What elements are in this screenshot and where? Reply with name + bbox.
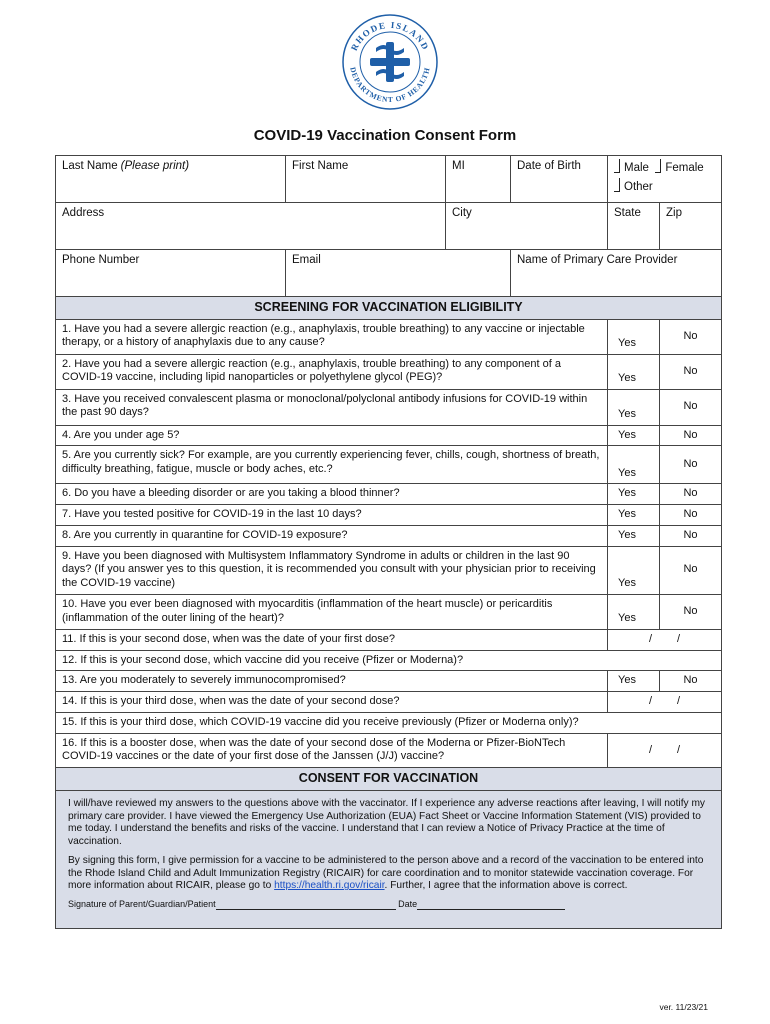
other-checkbox[interactable] bbox=[614, 178, 620, 192]
consent-form-table bbox=[55, 155, 722, 929]
logo-bottom-text: DEPARTMENT OF HEALTH bbox=[348, 66, 432, 105]
question-row bbox=[56, 594, 722, 629]
female-label: Female bbox=[665, 162, 704, 174]
date-input[interactable] bbox=[608, 692, 722, 713]
question-row bbox=[56, 546, 722, 594]
question-text: 10. Have you ever been diagnosed with myocarditis (inflammation of the heart muscle) or pericarditis (inflammation of the outer lining of the heart)? bbox=[56, 594, 608, 629]
question-row bbox=[56, 733, 722, 768]
question-text: 15. If this is your third dose, which COVID-19 vaccine did you receive previously (Pfizer or Moderna only)? bbox=[56, 712, 722, 733]
male-checkbox[interactable] bbox=[614, 159, 620, 173]
date-separator: / bbox=[648, 743, 653, 756]
logo-top-text: RHODE ISLAND bbox=[348, 19, 432, 53]
no-option[interactable]: No bbox=[660, 594, 722, 629]
yes-option[interactable]: Yes bbox=[608, 446, 660, 484]
signature-label: Signature of Parent/Guardian/Patient bbox=[68, 899, 216, 909]
date-input[interactable] bbox=[608, 629, 722, 650]
question-row bbox=[56, 425, 722, 446]
no-option[interactable]: No bbox=[660, 446, 722, 484]
question-row bbox=[56, 525, 722, 546]
yes-option[interactable]: Yes bbox=[608, 389, 660, 425]
question-text: 3. Have you received convalescent plasma or monoclonal/polyclonal antibody infusions for COVID-19 within the past 90 days? bbox=[56, 389, 608, 425]
yes-option[interactable]: Yes bbox=[608, 484, 660, 505]
no-option[interactable]: No bbox=[660, 425, 722, 446]
question-row bbox=[56, 629, 722, 650]
date-line[interactable] bbox=[417, 900, 565, 910]
consent-text bbox=[56, 790, 722, 929]
yes-option[interactable]: Yes bbox=[608, 594, 660, 629]
form-title: COVID-19 Vaccination Consent Form bbox=[253, 127, 517, 144]
question-row bbox=[56, 671, 722, 692]
question-row bbox=[56, 319, 722, 354]
signature-line[interactable] bbox=[216, 900, 396, 910]
yes-option[interactable]: Yes bbox=[608, 671, 660, 692]
date-separator: / bbox=[676, 695, 681, 708]
version-label: ver. 11/23/21 bbox=[659, 1002, 708, 1012]
question-text: 4. Are you under age 5? bbox=[56, 425, 608, 446]
no-option[interactable]: No bbox=[660, 505, 722, 526]
no-option[interactable]: No bbox=[660, 484, 722, 505]
no-option[interactable]: No bbox=[660, 319, 722, 354]
question-row bbox=[56, 354, 722, 389]
consent-header: CONSENT FOR VACCINATION bbox=[56, 768, 722, 791]
date-separator: / bbox=[676, 632, 681, 645]
question-text: 14. If this is your third dose, when was the date of your second dose? bbox=[56, 692, 608, 713]
yes-option[interactable]: Yes bbox=[608, 425, 660, 446]
phone-field[interactable]: Phone Number bbox=[56, 250, 286, 297]
yes-option[interactable]: Yes bbox=[608, 319, 660, 354]
last-name-field[interactable]: Last Name (Please print) bbox=[56, 156, 286, 203]
question-row bbox=[56, 650, 722, 671]
question-text: 8. Are you currently in quarantine for COVID-19 exposure? bbox=[56, 525, 608, 546]
ri-cross-icon bbox=[370, 42, 410, 82]
email-field[interactable]: Email bbox=[286, 250, 511, 297]
question-text: 2. Have you had a severe allergic reaction (e.g., anaphylaxis, trouble breathing) to any component of a COVID-19 vaccine, including lipid nanoparticles or polyethylene glycol (PEG)? bbox=[56, 354, 608, 389]
date-separator: / bbox=[648, 695, 653, 708]
screening-questions bbox=[56, 319, 722, 768]
address-field[interactable]: Address bbox=[56, 203, 446, 250]
yes-option[interactable]: Yes bbox=[608, 354, 660, 389]
dob-field[interactable]: Date of Birth bbox=[511, 156, 608, 203]
consent-paragraph-1: I will/have reviewed my answers to the questions above with the vaccinator. If I experience any adverse reactions after leaving, I will notify my primary care provider. I have viewed the Emergency Use Authorization (EUA) Fact Sheet or Vaccine Information Statement (VIS) provided to me today. I understand the benefits and risks of the vaccine. I understand that I can review a Notice of Privacy Practice at the time of vaccination. bbox=[68, 797, 706, 847]
first-name-field[interactable]: First Name bbox=[286, 156, 446, 203]
question-text: 5. Are you currently sick? For example, are you currently experiencing fever, chills, cough, shortness of breath, difficulty breathing, fatigue, muscle or body aches, etc.? bbox=[56, 446, 608, 484]
female-checkbox[interactable] bbox=[655, 159, 661, 173]
ricair-link[interactable]: https://health.ri.gov/ricair bbox=[274, 880, 385, 892]
male-label: Male bbox=[624, 162, 649, 174]
yes-option[interactable]: Yes bbox=[608, 546, 660, 594]
screening-header: SCREENING FOR VACCINATION ELIGIBILITY bbox=[56, 297, 722, 320]
question-row bbox=[56, 389, 722, 425]
question-row bbox=[56, 505, 722, 526]
provider-field[interactable]: Name of Primary Care Provider bbox=[511, 250, 722, 297]
mi-field[interactable]: MI bbox=[446, 156, 511, 203]
question-row bbox=[56, 712, 722, 733]
no-option[interactable]: No bbox=[660, 546, 722, 594]
state-field[interactable]: State bbox=[608, 203, 660, 250]
question-text: 13. Are you moderately to severely immunocompromised? bbox=[56, 671, 608, 692]
city-field[interactable]: City bbox=[446, 203, 608, 250]
consent-paragraph-2: By signing this form, I give permission for a vaccine to be administered to the person above and a record of the vaccination to be entered into the Rhode Island Child and Adult Immunization Registry (RICAIR) for care coordination and to monitor statewide vaccination coverage. For more information about RICAIR, please go to https://health.ri.gov/ricair. Further, I agree that the information above is correct. bbox=[68, 854, 704, 892]
no-option[interactable]: No bbox=[660, 671, 722, 692]
question-text: 9. Have you been diagnosed with Multisystem Inflammatory Syndrome in adults or children in the last 90 days? (If you answer yes to this question, it is recommended you consult with your physician prior to receiving the COVID-19 vaccine) bbox=[56, 546, 608, 594]
date-input[interactable] bbox=[608, 733, 722, 768]
question-row bbox=[56, 692, 722, 713]
zip-field[interactable]: Zip bbox=[660, 203, 722, 250]
question-text: 7. Have you tested positive for COVID-19 in the last 10 days? bbox=[56, 505, 608, 526]
ri-doh-logo bbox=[340, 12, 440, 112]
question-row bbox=[56, 446, 722, 484]
question-text: 1. Have you had a severe allergic reaction (e.g., anaphylaxis, trouble breathing) to any vaccine or injectable therapy, or a history of anaphylaxis due to any cause? bbox=[56, 319, 608, 354]
question-row bbox=[56, 484, 722, 505]
yes-option[interactable]: Yes bbox=[608, 525, 660, 546]
question-text: 6. Do you have a bleeding disorder or are you taking a blood thinner? bbox=[56, 484, 608, 505]
no-option[interactable]: No bbox=[660, 389, 722, 425]
date-label: Date bbox=[398, 899, 418, 909]
question-text: 16. If this is a booster dose, when was the date of your second dose of the Moderna or Pfizer-BioNTech COVID-19 vaccines or the date of your first dose of the Janssen (J/J) vaccine? bbox=[56, 733, 608, 768]
date-separator: / bbox=[676, 743, 681, 756]
no-option[interactable]: No bbox=[660, 354, 722, 389]
other-label: Other bbox=[624, 181, 653, 194]
date-separator: / bbox=[648, 632, 653, 645]
question-text: 11. If this is your second dose, when was the date of your first dose? bbox=[56, 629, 608, 650]
question-text: 12. If this is your second dose, which vaccine did you receive (Pfizer or Moderna)? bbox=[56, 650, 722, 671]
no-option[interactable]: No bbox=[660, 525, 722, 546]
yes-option[interactable]: Yes bbox=[608, 505, 660, 526]
